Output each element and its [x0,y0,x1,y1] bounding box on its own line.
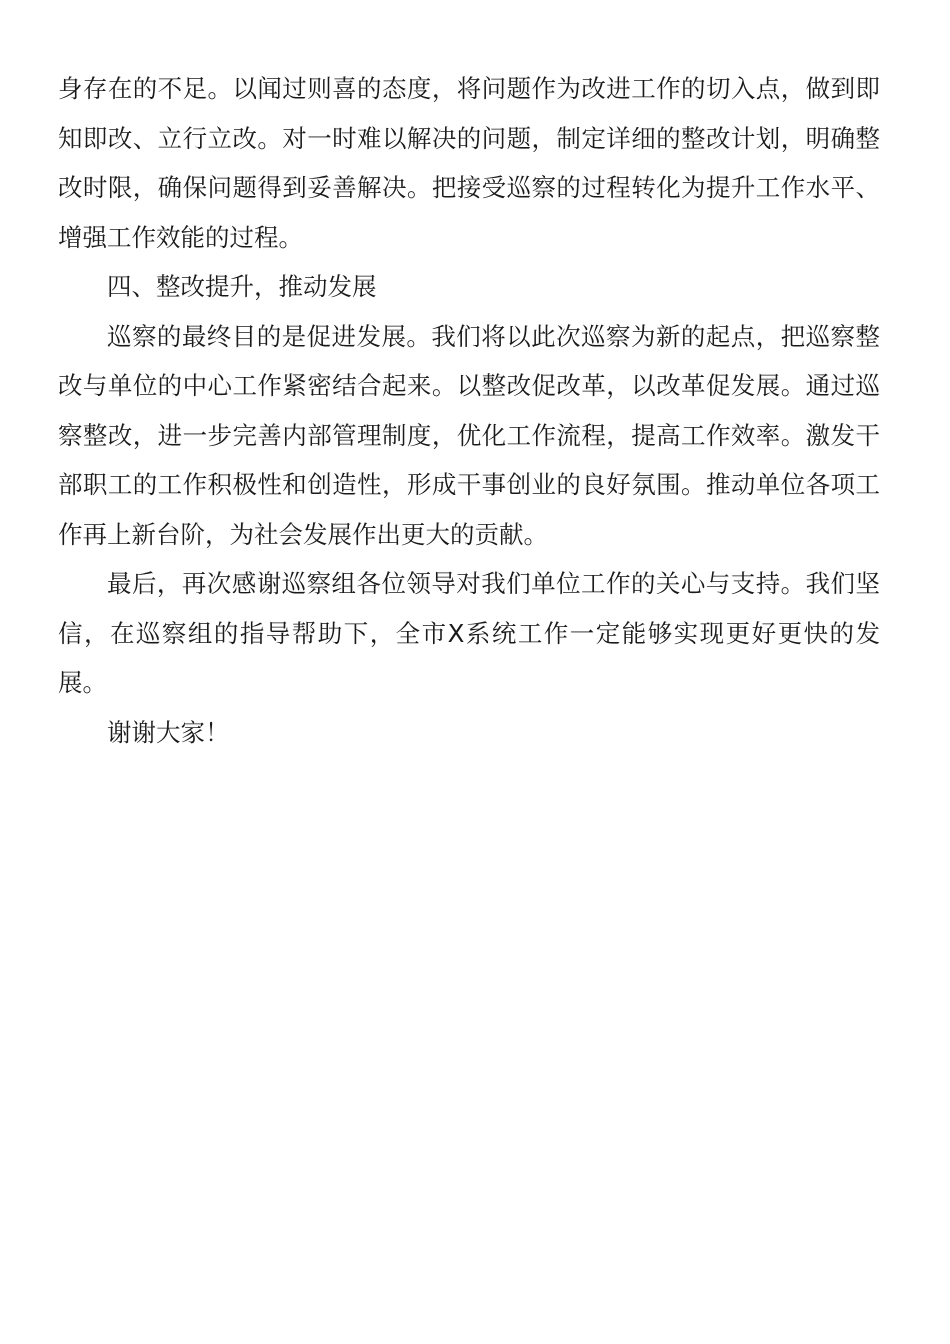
paragraph-thanks: 最后，再次感谢巡察组各位领导对我们单位工作的关心与支持。我们坚信，在巡察组的指导帮助下，全市X系统工作一定能够实现更好更快的发展。 [58,569,880,697]
paragraph-continuation: 身存在的不足。以闻过则喜的态度，将问题作为改进工作的切入点，做到即知即改、立行立改。对一时难以解决的问题，制定详细的整改计划，明确整改时限，确保问题得到妥善解决。把接受巡察的过程转化为提升工作水平、增强工作效能的过程。 [58,74,880,252]
paragraph-rectification: 巡察的最终目的是促进发展。我们将以此次巡察为新的起点，把巡察整改与单位的中心工作紧密结合起来。以整改促改革，以改革促发展。通过巡察整改，进一步完善内部管理制度，优化工作流程，提高工作效率。激发干部职工的工作积极性和创造性，形成干事创业的良好氛围。推动单位各项工作再上新台阶，为社会发展作出更大的贡献。 [58,321,880,549]
section-heading: 四、整改提升，推动发展 [107,272,377,301]
document-body [58,64,880,757]
closing-remark: 谢谢大家！ [107,717,230,747]
